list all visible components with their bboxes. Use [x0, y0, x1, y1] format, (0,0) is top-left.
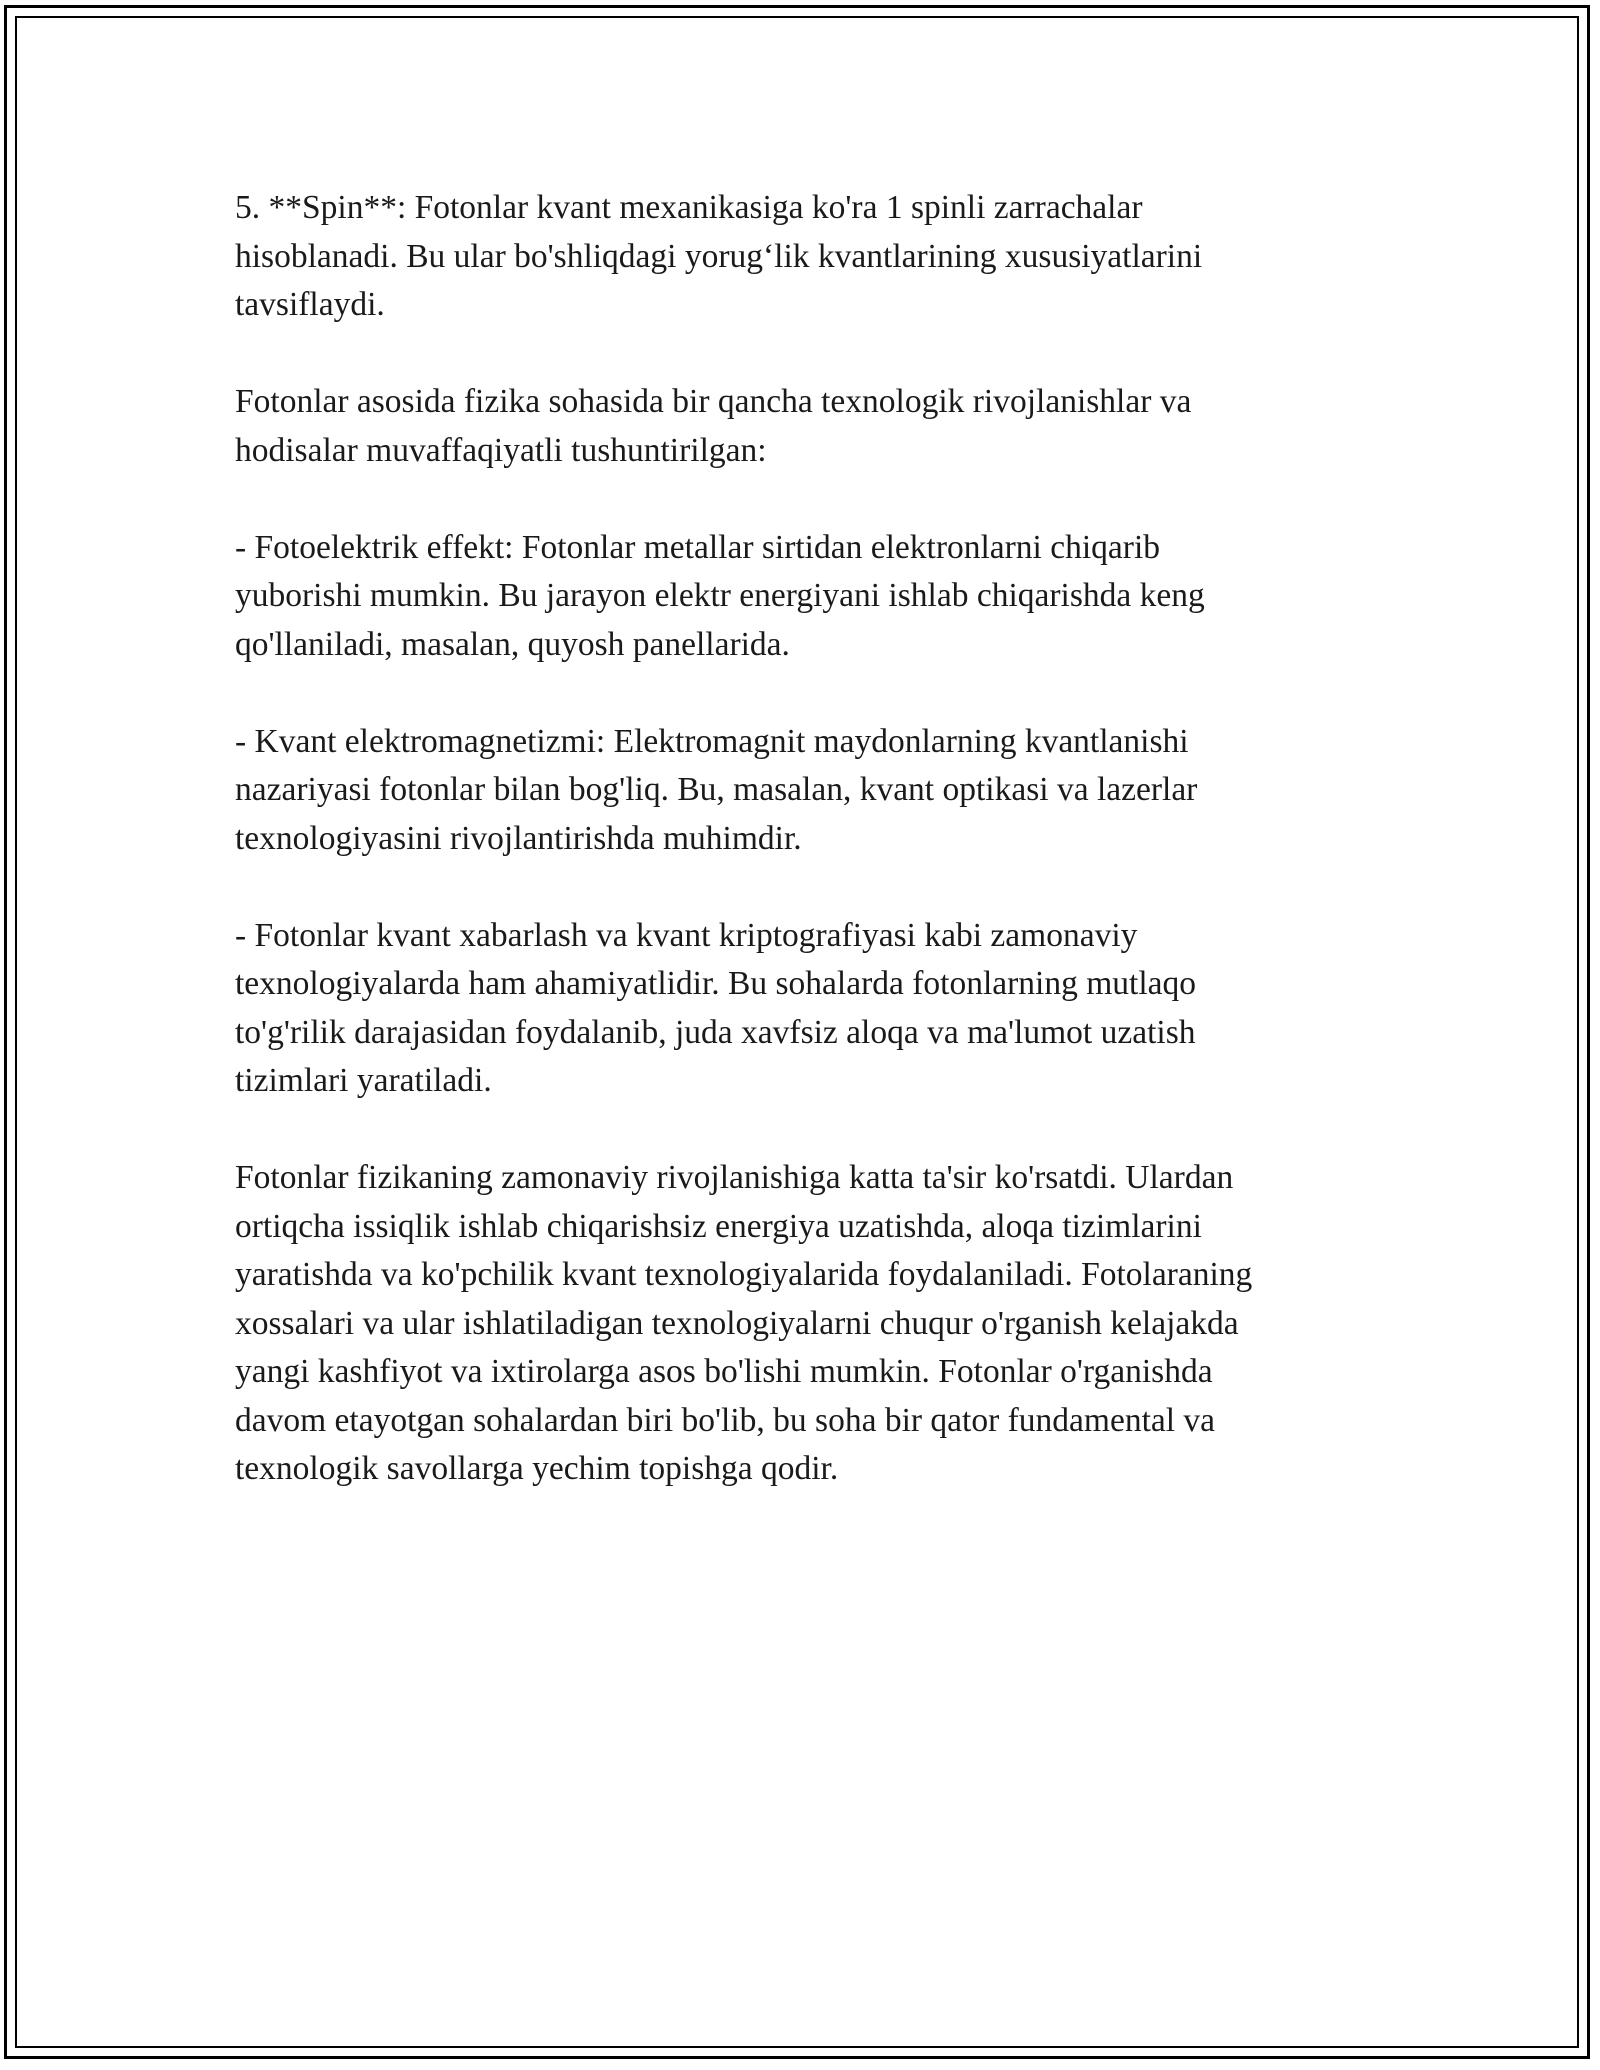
document-body	[235, 184, 1385, 1494]
paragraph-quantum-communication: - Fotonlar kvant xabarlash va kvant kriptografiyasi kabi zamonaviy texnologiyalarda ham ahamiyatlidir. Bu sohalarda fotonlarning mutlaqo to'g'rilik darajasidan foydalanib, juda xavfsiz aloqa va ma'lumot uzatish tizimlari yaratiladi.	[235, 916, 1197, 1099]
paragraph-conclusion: Fotonlar fizikaning zamonaviy rivojlanishiga katta ta'sir ko'rsatdi. Ulardan ortiqcha issiqlik ishlab chiqarishsiz energiya uzatishda, aloqa tizimlarini yaratishda va ko'pchilik kvant texnologiyalarida foydalaniladi. Fotolaraning xossalari va ular ishlatiladigan texnologiyalarni chuqur o'rganish kelajakda yangi kashfiyot va ixtirolarga asos bo'lishi mumkin. Fotonlar o'rganishda davom etayotgan sohalardan biri bo'lib, bu soha bir qator fundamental va texnologik savollarga yechim topishga qodir.	[235, 1159, 1253, 1487]
paragraph-photoelectric: - Fotoelektrik effekt: Fotonlar metallar sirtidan elektronlarni chiqarib yuborishi mumkin. Bu jarayon elektr energiyani ishlab chiqarishda keng qo'llaniladi, masalan, quyosh panellarida.	[235, 528, 1205, 663]
paragraph-spin: 5. **Spin**: Fotonlar kvant mexanikasiga ko'ra 1 spinli zarrachalar hisoblanadi. Bu ular bo'shliqdagi yorug‘lik kvantlarining xususiyatlarini tavsiflaydi.	[235, 189, 1203, 323]
paragraph-quantum-electromagnetism: - Kvant elektromagnetizmi: Elektromagnit maydonlarning kvantlanishi nazariyasi fotonlar bilan bog'liq. Bu, masalan, kvant optikasi va lazerlar texnologiyasini rivojlantirishda muhimdir.	[235, 722, 1198, 857]
paragraph-intro: Fotonlar asosida fizika sohasida bir qancha texnologik rivojlanishlar va hodisalar muvaffaqiyatli tushuntirilgan:	[235, 383, 1192, 469]
